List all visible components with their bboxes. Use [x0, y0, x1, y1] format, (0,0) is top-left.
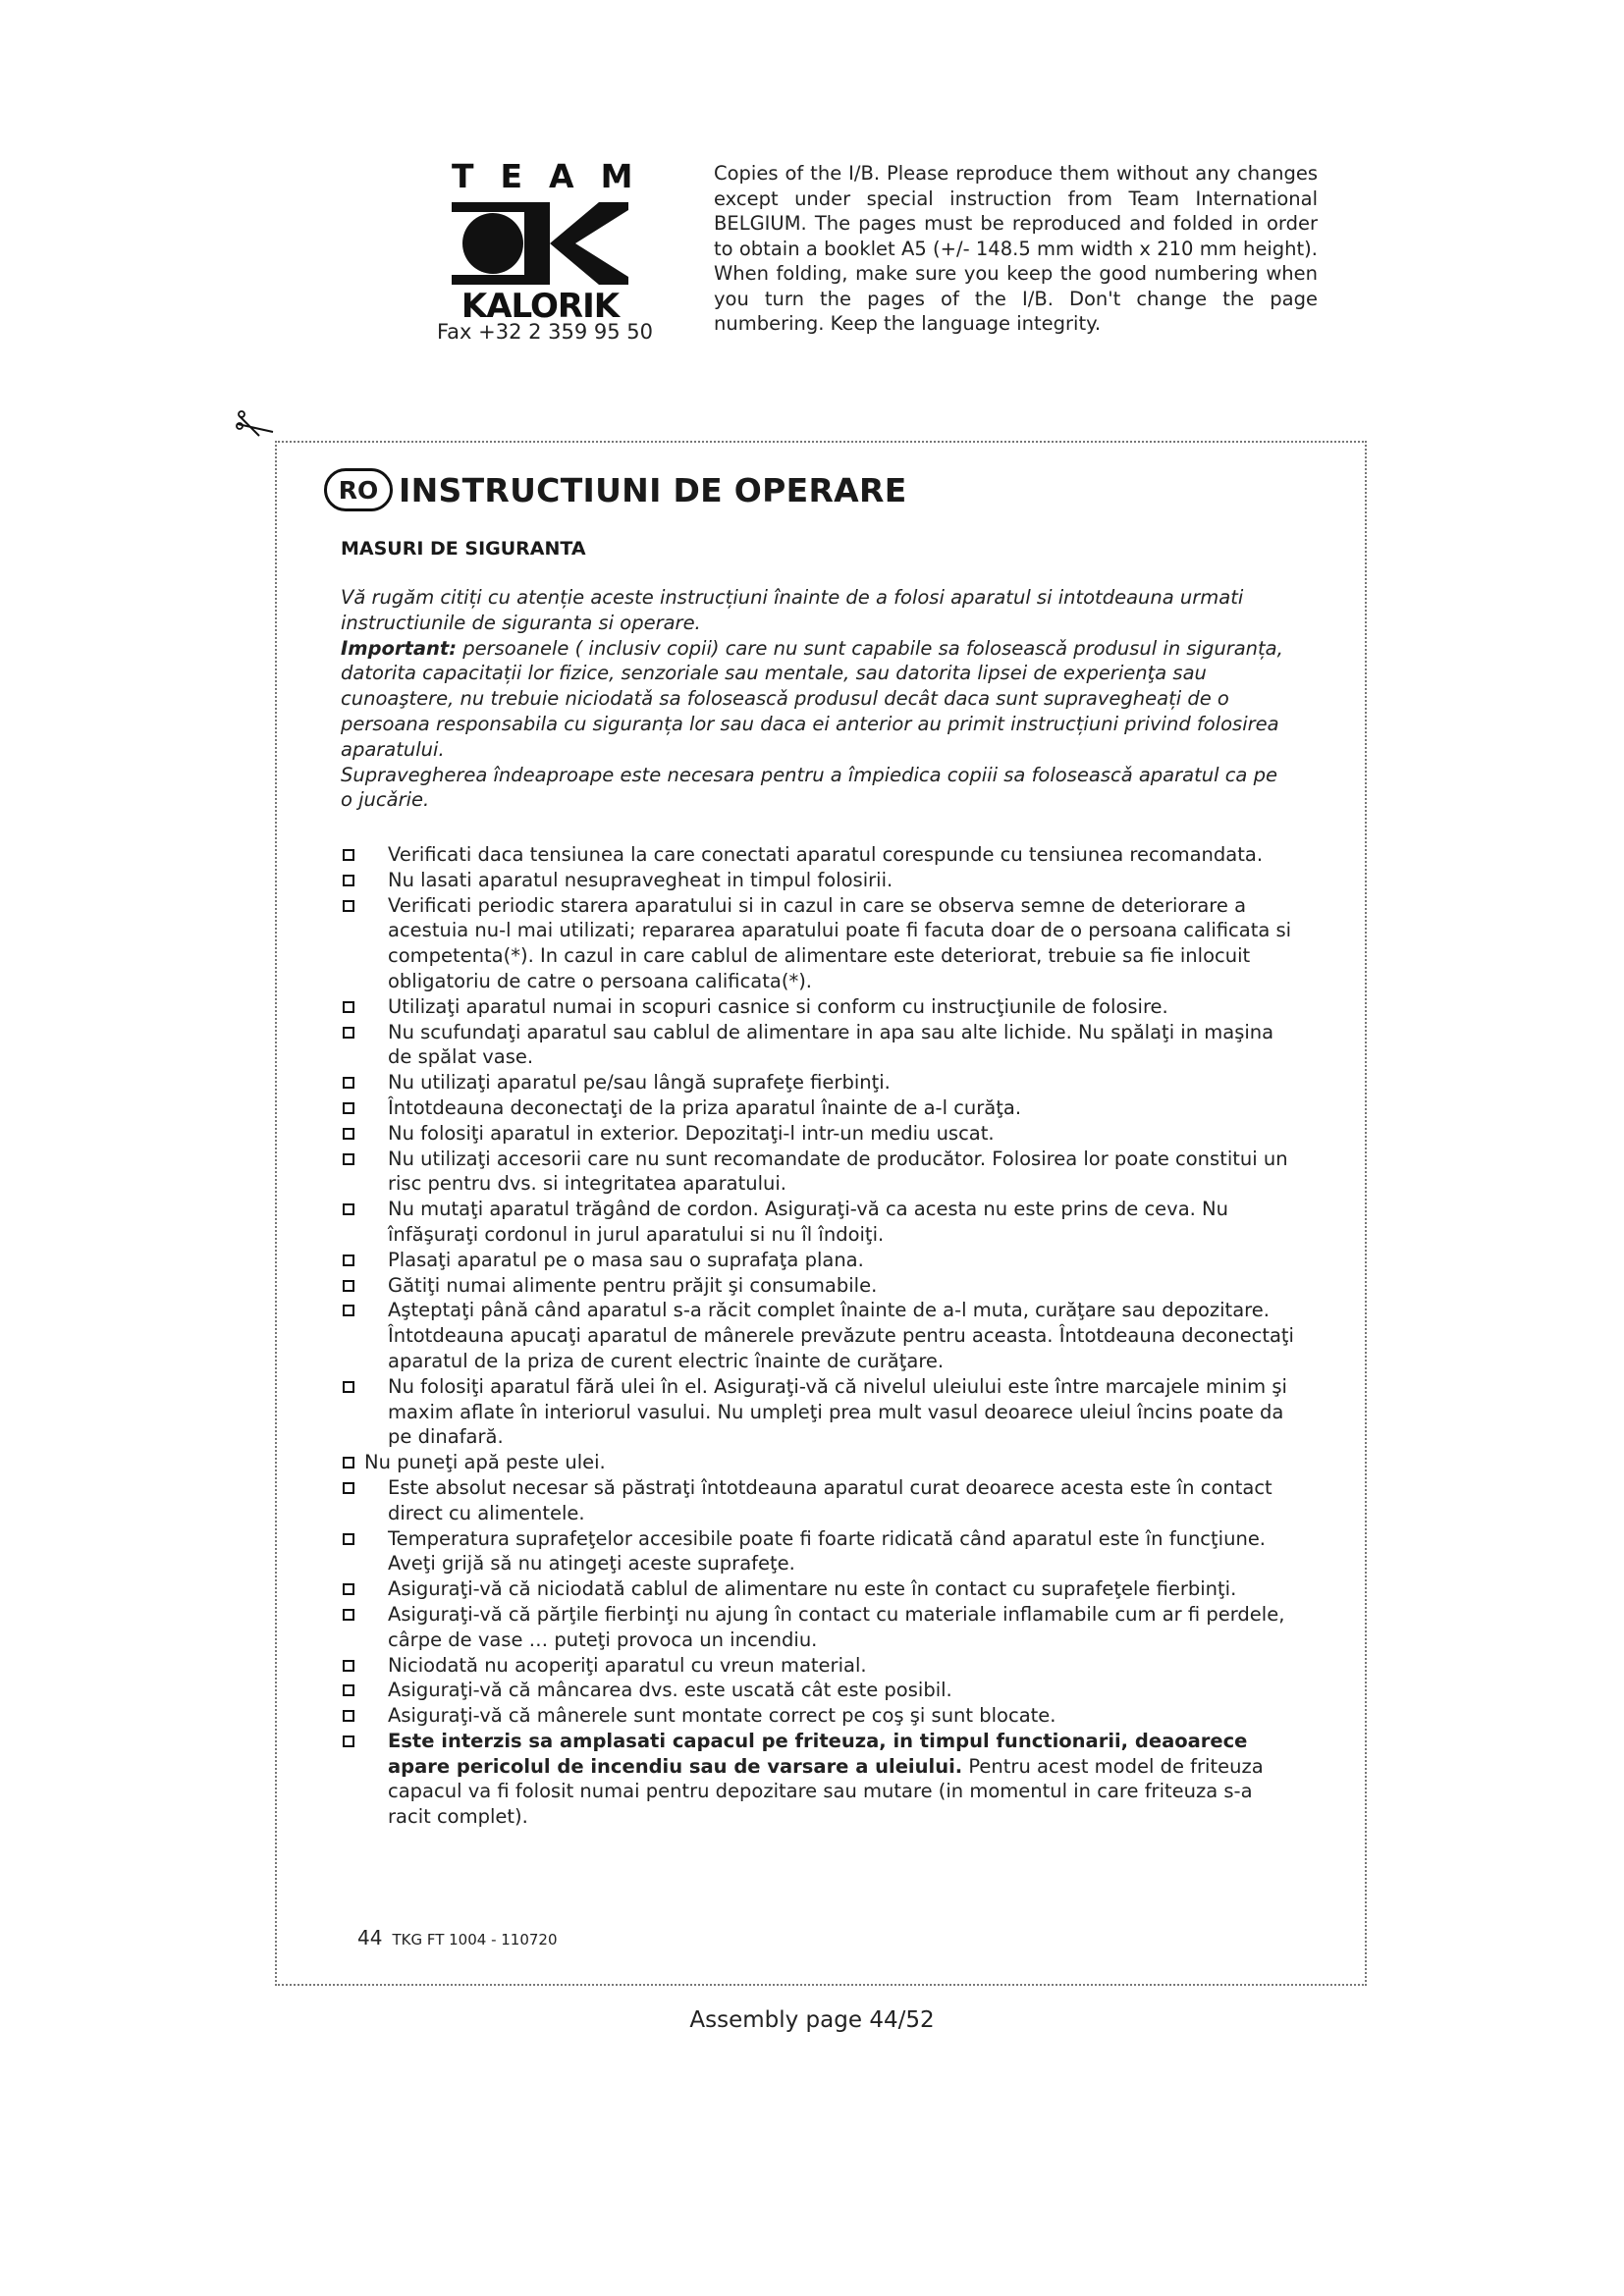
intro-text — [341, 585, 1283, 813]
list-item: Niciodată nu acoperiţi aparatul cu vreun material. — [343, 1653, 1295, 1679]
language-badge: RO — [324, 468, 393, 511]
logo-team-text: TEAM — [452, 157, 660, 195]
checkbox-icon — [343, 875, 354, 886]
checkbox-icon — [343, 1660, 354, 1672]
fax-number: Fax +32 2 359 95 50 — [436, 320, 654, 344]
page-footer — [357, 1926, 558, 1949]
list-item — [343, 1729, 1295, 1830]
checkbox-icon — [343, 1255, 354, 1266]
list-item: Temperatura suprafeţelor accesibile poate fi foarte ridicată când aparatul este în funcţiune. Aveţi grijă să nu atingeţi aceste suprafeţe. — [343, 1526, 1295, 1577]
reproduction-note: Copies of the I/B. Please reproduce them without any changes except under special instruction from Team International BELGIUM. The pages must be reproduced and folded in order to obtain a booklet A5 (+/- 148.5 mm width x 210 mm height). When folding, make sure you keep the good numbering when you turn the pages of the I/B. Don't change the page numbering. Keep the language integrity. — [714, 162, 1318, 335]
checkbox-icon — [343, 1280, 354, 1292]
checkbox-icon — [343, 1153, 354, 1165]
doc-code: TKG FT 1004 - 110720 — [392, 1931, 558, 1949]
important-text: persoanele ( inclusiv copii) care nu sunt capabile sa foloseascǎ produsul in siguranța, datorita capacitații lor fizice, senzoriale sau mentale, sau datorita lipsei de experienţa sau cunoaştere, nu trebuie niciodatǎ sa foloseascǎ produsul decât daca sunt supravegheați de o persoana responsabila cu siguranța lor sau daca ei anterior au primit instrucțiuni privind folosirea aparatului. — [341, 636, 1283, 761]
list-item: Întotdeauna deconectaţi de la priza aparatul înainte de a-l curăţa. — [343, 1095, 1295, 1121]
logo-kalorik-text: KALORIK — [460, 287, 620, 326]
list-item: Este absolut necesar să păstraţi întotdeauna aparatul curat deoarece acesta este în contact direct cu alimentele. — [343, 1475, 1295, 1526]
list-item: Verificati daca tensiunea la care conectati aparatul corespunde cu tensiunea recomandata. — [343, 842, 1295, 868]
scissors-icon — [236, 410, 275, 440]
list-item: Asiguraţi-vă că părţile fierbinţi nu ajung în contact cu materiale inflamabile cum ar fi perdele, cârpe de vase … puteţi provoca un incendiu. — [343, 1602, 1295, 1653]
checkbox-icon — [343, 1381, 354, 1393]
checkbox-icon — [343, 1684, 354, 1696]
checkbox-icon — [343, 1533, 354, 1545]
kalorik-mark-icon — [452, 202, 628, 285]
checkbox-icon — [343, 1027, 354, 1039]
intro-paragraph-3: Supravegherea îndeaproape este necesara pentru a împiedica copiii sa foloseascǎ aparatul ca pe o jucǎrie. — [341, 763, 1277, 812]
list-item: Nu folosiţi aparatul in exterior. Depozitaţi-l intr-un mediu uscat. — [343, 1121, 1295, 1147]
safety-list — [343, 842, 1295, 1830]
list-item: Plasaţi aparatul pe o masa sau o suprafaţa plana. — [343, 1248, 1295, 1273]
list-item: Nu lasati aparatul nesupravegheat in timpul folosirii. — [343, 868, 1295, 893]
checkbox-icon — [343, 1609, 354, 1621]
list-item: Nu mutaţi aparatul trăgând de cordon. Asiguraţi-vă ca acesta nu este prins de ceva. Nu înfăşuraţi cordonul in jurul aparatului si nu îl îndoiţi. — [343, 1197, 1295, 1248]
checkbox-icon — [343, 1305, 354, 1316]
checkbox-icon — [343, 1077, 354, 1089]
team-kalorik-logo — [432, 157, 660, 326]
list-item: Nu utilizaţi aparatul pe/sau lângă suprafeţe fierbinţi. — [343, 1070, 1295, 1095]
intro-paragraph-1: Vă rugăm citiți cu atenție aceste instrucțiuni înainte de a folosi aparatul si intotdeauna urmati instructiunile de siguranta si operare. — [341, 586, 1244, 634]
list-item: Nu utilizaţi accesorii care nu sunt recomandate de producător. Folosirea lor poate constitui un risc pentru dvs. si integritatea aparatului. — [343, 1147, 1295, 1198]
checkbox-icon — [343, 900, 354, 912]
list-item: Asiguraţi-vă că niciodată cablul de alimentare nu este în contact cu suprafeţele fierbinţi. — [343, 1576, 1295, 1602]
list-item: Asiguraţi-vă că mâncarea dvs. este uscată cât este posibil. — [343, 1678, 1295, 1703]
list-item: Gătiţi numai alimente pentru prăjit şi consumabile. — [343, 1273, 1295, 1299]
list-item: Verificati periodic starera aparatului si in cazul in care se observa semne de deteriorare a acestuia nu-l mai utilizati; repararea aparatului poate fi facuta doar de o persoana calificata si competenta(*). In cazul in care cablul de alimentare este deteriorat, trebuie sa fie inlocuit obligatoriu de catre o persoana calificata(*). — [343, 893, 1295, 994]
checkbox-icon — [343, 1482, 354, 1494]
checkbox-icon — [343, 1583, 354, 1595]
checkbox-icon — [343, 1102, 354, 1114]
page-title: INSTRUCTIUNI DE OPERARE — [399, 470, 907, 509]
warning-bold-text: Este interzis sa amplasati capacul pe friteuza, in timpul functionarii, deaoarece apare pericolul de incendiu sau de varsare a uleiului. — [388, 1729, 1248, 1778]
intro-paragraph-2 — [341, 636, 1283, 763]
list-item: Nu folosiţi aparatul fără ulei în el. Asiguraţi-vă că nivelul uleiului este între marcajele minim şi maxim aflate în interiorul vasului. Nu umpleţi prea mult vasul deoarece uleiul încins poate da pe dinafară. — [343, 1374, 1295, 1450]
checkbox-icon — [343, 1735, 354, 1747]
checkbox-icon — [343, 849, 354, 861]
checkbox-icon — [343, 1710, 354, 1722]
checkbox-icon — [343, 1001, 354, 1013]
important-label: Important: — [341, 636, 458, 660]
list-item: Asiguraţi-vă că mânerele sunt montate correct pe coş şi sunt blocate. — [343, 1703, 1295, 1729]
checkbox-icon — [343, 1457, 354, 1468]
warning-rest-text: Pentru acest model de friteuza capacul va fi folosit numai pentru depozitare sau mutare (in momentul in care friteuza s-a racit complet). — [388, 1754, 1264, 1829]
list-item: Nu puneţi apă peste ulei. — [343, 1450, 1295, 1475]
list-item: Utilizaţi aparatul numai in scopuri casnice si conform cu instrucţiunile de folosire. — [343, 994, 1295, 1020]
list-item: Aşteptaţi până când aparatul s-a răcit complet înainte de a-l muta, curăţare sau depozitare. Întotdeauna apucaţi aparatul de mânerele prevăzute pentru aceasta. Întotdeauna deconectaţi aparatul de la priza de curent electric înainte de curăţare. — [343, 1298, 1295, 1373]
page-heading — [324, 468, 907, 511]
list-item: Nu scufundaţi aparatul sau cablul de alimentare in apa sau alte lichide. Nu spălaţi in maşina de spălat vase. — [343, 1020, 1295, 1071]
section-title: MASURI DE SIGURANTA — [341, 538, 586, 560]
assembly-page-label: Assembly page 44/52 — [689, 2007, 935, 2033]
checkbox-icon — [343, 1203, 354, 1215]
page-number: 44 — [357, 1926, 383, 1949]
checkbox-icon — [343, 1128, 354, 1140]
